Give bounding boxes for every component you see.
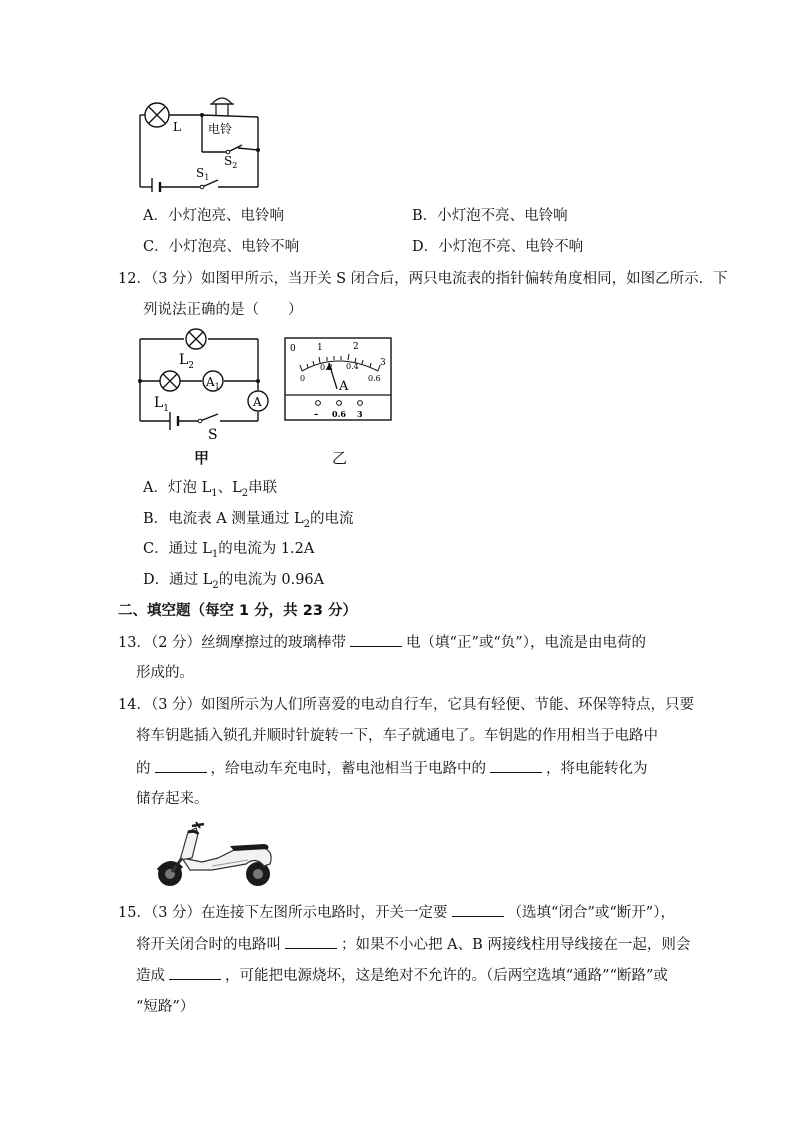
q13-line2: 形成的。 — [136, 665, 194, 681]
q11-option-a: A．小灯泡亮、电铃响 — [143, 208, 284, 224]
bell-label: 电铃 — [208, 122, 233, 136]
svg-text:0: 0 — [290, 344, 296, 354]
q13-blank[interactable] — [350, 632, 402, 647]
svg-text:0.4: 0.4 — [346, 362, 359, 371]
q15-line4: “短路”） — [136, 999, 195, 1015]
svg-text:0.6: 0.6 — [368, 374, 381, 383]
bell-symbol — [210, 98, 234, 116]
section-title: 二、填空题（每空 1 分，共 23 分） — [118, 603, 357, 619]
ammeter-a-label: A — [253, 395, 262, 409]
figure-yi-caption: 乙 — [332, 449, 348, 467]
s2-label: $S_2$ — [224, 154, 238, 170]
svg-text:0: 0 — [300, 374, 306, 383]
q12-stem-line1: 12．（3 分）如图甲所示，当开关 S 闭合后，两只电流表的指针偏转角度相同，如图乙所示．下 — [118, 271, 728, 287]
q14-blank-1[interactable] — [155, 758, 207, 773]
svg-text:A1: $A_1$ — [206, 375, 220, 391]
q12-option-b: B．电流表 A 测量通过 $L_2$的电流 — [143, 511, 354, 530]
lamp-label: L — [173, 120, 181, 134]
q12-option-a: A．灯泡 $L_1$、$L_2$串联 — [143, 480, 278, 499]
svg-text:2: 2 — [353, 342, 359, 352]
dial-unit-label: A — [339, 379, 349, 394]
q15-line1: 15．（3 分）在连接下左图所示电路时，开关一定要 （选填“闭合”或“断开”）， — [118, 902, 675, 923]
q14-line4: 储存起来。 — [136, 791, 209, 807]
l1-label: $L_1$ — [154, 395, 170, 414]
q14-line3: 的 ，给电动车充电时，蓄电池相当于电路中的 ，将电能转化为 — [136, 758, 648, 779]
q11-option-c: C．小灯泡亮、电铃不响 — [143, 239, 300, 255]
terminal-0.6: 0.6 — [332, 409, 346, 419]
q12-stem-line2: 列说法正确的是（ ） — [143, 302, 303, 318]
q14-line2: 将车钥匙插入锁孔并顺时针旋转一下，车子就通电了。车钥匙的作用相当于电路中 — [136, 728, 658, 744]
q14-blank-2[interactable] — [490, 758, 542, 773]
q12-option-d: D．通过 $L_2$的电流为 0.96A — [143, 572, 325, 591]
q11-option-d: D．小灯泡不亮、电铃不响 — [412, 239, 584, 255]
q11-circuit-diagram — [130, 92, 270, 192]
terminal-minus: – — [314, 410, 319, 420]
switch-s-label: S — [208, 427, 218, 442]
q12-figure-jia — [132, 326, 274, 442]
q15-line3: 造成 ，可能把电源烧坏，这是绝对不允许的。（后两空选填“通路”“断路”或 — [136, 965, 668, 986]
svg-text:3: 3 — [380, 358, 386, 368]
s1-label: $S_1$ — [196, 166, 210, 182]
q14-line1: 14．（3 分）如图所示为人们所喜爱的电动自行车，它具有轻便、节能、环保等特点，只要 — [118, 697, 695, 713]
figure-jia-caption: 甲 — [194, 449, 210, 467]
q13-line1: 13．（2 分）丝绸摩擦过的玻璃棒带 电（填“正”或“负”），电流是由电荷的 — [118, 632, 646, 653]
terminal-3: 3 — [357, 409, 363, 419]
electric-scooter-image — [152, 818, 278, 890]
lamp-symbol — [145, 103, 169, 127]
l2-label: $L_2$ — [179, 352, 195, 371]
q12-figure-yi — [284, 337, 392, 421]
q15-blank-1[interactable] — [452, 902, 504, 917]
q15-blank-2[interactable] — [285, 934, 337, 949]
q15-blank-3[interactable] — [169, 965, 221, 980]
svg-text:1: 1 — [317, 343, 323, 353]
lamp-l1-symbol — [160, 371, 180, 391]
q15-line2: 将开关闭合时的电路叫 ；如果不小心把 A、B 两接线柱用导线接在一起，则会 — [136, 934, 690, 955]
q12-option-c: C．通过 $L_1$的电流为 1.2A — [143, 541, 315, 560]
lamp-l2-symbol — [186, 329, 206, 349]
svg-text:0.2: 0.2 — [320, 363, 333, 372]
q11-option-b: B．小灯泡不亮、电铃响 — [412, 208, 568, 224]
